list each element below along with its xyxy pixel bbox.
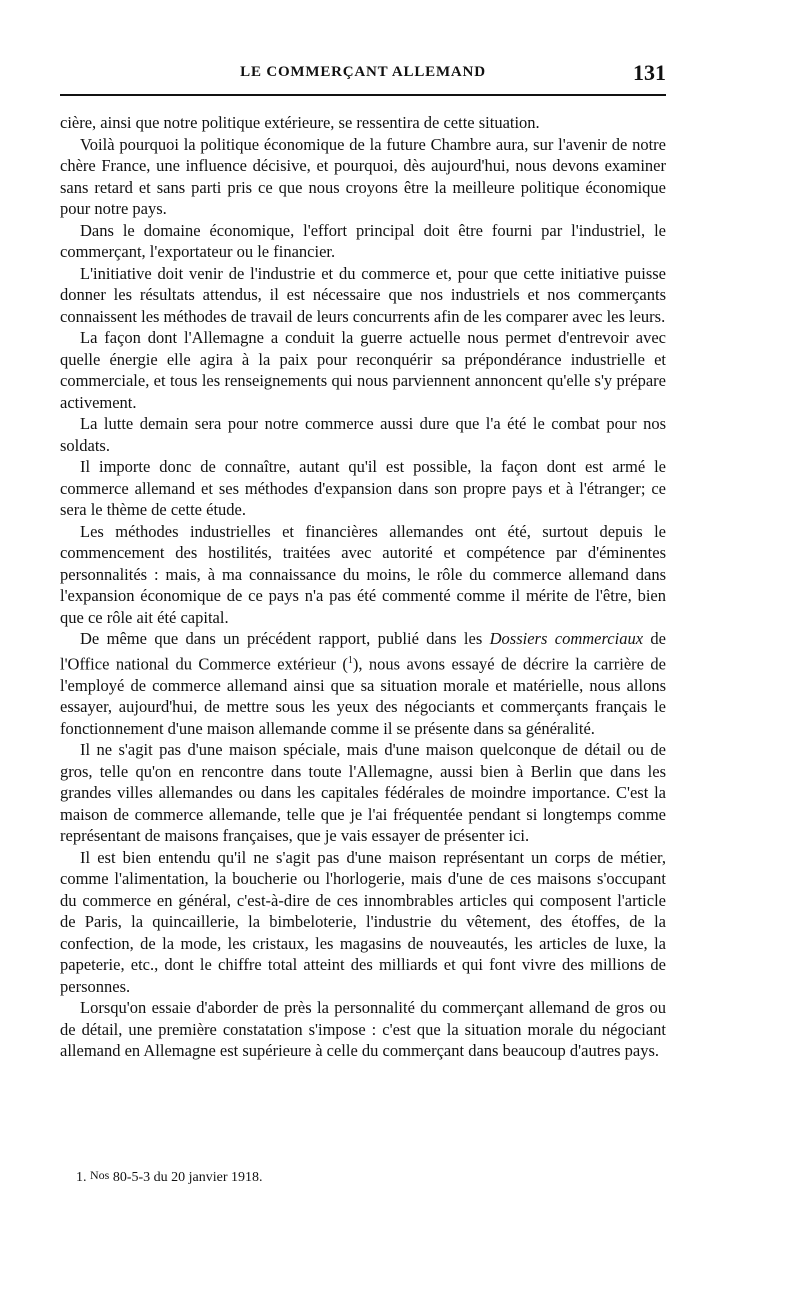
paragraph-text: La façon dont l'Allemagne a conduit la guerre actuelle nous permet d'entrevoir avec quelle énergie elle agira à la paix pour reconquérir sa prépondérance industrielle et commerciale, et tous les renseignements qui nous parviennent annoncent qu'elle s'y prépare activement. [60,328,666,412]
paragraph-text: Il importe donc de connaître, autant qu'il est possible, la façon dont est armé le commerce allemand et ses méthodes d'expansion dans son propre pays et à l'étranger; ce sera le thème de cette étude. [60,457,666,519]
paragraph [60,997,666,1062]
paragraph-text: Voilà pourquoi la politique économique de la future Chambre aura, sur l'avenir de notre chère France, une influence décisive, et pourquoi, dès aujourd'hui, nous devons examiner sans retard et sans parti pris ce que nous croyons être la meilleure politique économique pour notre pays. [60,134,666,218]
page-header [60,62,666,88]
paragraph-text: Dans le domaine économique, l'effort principal doit être fourni par l'industriel, le commerçant, l'exportateur ou le financier. [60,220,666,261]
paragraph [60,220,666,263]
footnote-abbrev: Nos [90,1168,110,1182]
italic-title: Dossiers commerciaux [489,629,644,648]
paragraph-text: de l'Office national du Commerce extérieur ( [60,629,666,673]
paragraph [60,628,666,739]
paragraph-text: cière, ainsi que notre politique extérieure, se ressentira de cette situation. [60,113,540,132]
header-rule [60,94,666,96]
paragraph [60,847,666,998]
footnote-number: 1. [76,1170,87,1185]
paragraph [60,112,666,134]
paragraph [60,134,666,220]
paragraph [60,263,666,328]
paragraph [60,521,666,629]
paragraph-text: Il ne s'agit pas d'une maison spéciale, mais d'une maison quelconque de détail ou de gros, telle qu'on en rencontre dans toute l'Allemagne, aussi bien à Berlin que dans les grandes villes allemandes ou dans les capitales fédérales de moindre importance. C'est la maison de commerce allemande, telle que je l'ai fréquentée pendant si longtemps comme représentant de maisons françaises, que je vais essayer de présenter ici. [60,740,666,845]
paragraph-text: Lorsqu'on essaie d'aborder de près la personnalité du commerçant allemand de gros ou de détail, une première constatation s'impose : c'est que la situation morale du négociant allemand en Allemagne est supérieure à celle du commerçant dans beaucoup d'autres pays. [60,998,666,1060]
page-number: 131 [633,60,666,85]
paragraph-text: Il est bien entendu qu'il ne s'agit pas d'une maison représentant un corps de métier, comme l'alimentation, la boucherie ou l'horlogerie, mais d'une de ces maisons s'occupant du commerce en général, c'est-à-dire de ces innombrables articles qui composent l'article de Paris, la quincaillerie, la bimbeloterie, l'industrie du vêtement, des étoffes, de la confection, de la mode, les cristaux, les magasins de nouveautés, les articles de luxe, la papeterie, etc., dont le chiffre total atteint des milliards et qui font vivre des millions de personnes. [60,847,666,996]
paragraph-text: La lutte demain sera pour notre commerce aussi dure que l'a été le combat pour nos soldats. [60,414,666,455]
running-title: LE COMMERÇANT ALLEMAND [240,64,486,80]
paragraph-text: L'initiative doit venir de l'industrie et du commerce et, pour que cette initiative puisse donner les résultats attendus, il est nécessaire que nos industriels et nos commerçants connaissent les méthodes de travail de leurs concurrents afin de les comparer avec les leurs. [60,263,666,326]
footnote [76,1166,666,1187]
paragraph [60,327,666,413]
paragraph-text: Les méthodes industrielles et financières allemandes ont été, surtout depuis le commencement des hostilités, traitées avec autorité et compétence par d'éminentes personnalités : mais, à ma connaissance du moins, le rôle du commerce allemand dans l'expansion économique de ce pays n'a pas été commenté comme il mérite de l'être, bien que ce rôle ait été capital. [60,521,666,627]
paragraph-text: De même que dans un précédent rapport, publié dans les [80,629,490,648]
footnote-text: 80-5-3 du 20 janvier 1918. [112,1170,263,1185]
paragraph-text: ), nous avons essayé de décrire la carrière de l'employé de commerce allemand ainsi que sa situation morale et matérielle, nous allons essayer, aujourd'hui, de mettre sous les yeux des négociants et commerçants français le fonctionnement d'une maison allemande comme il se présente dans sa généralité. [60,654,667,738]
paragraph [60,739,666,847]
body-text [60,112,666,1062]
footnote-reference: 1 [347,654,353,666]
paragraph [60,456,666,521]
paragraph [60,413,666,456]
